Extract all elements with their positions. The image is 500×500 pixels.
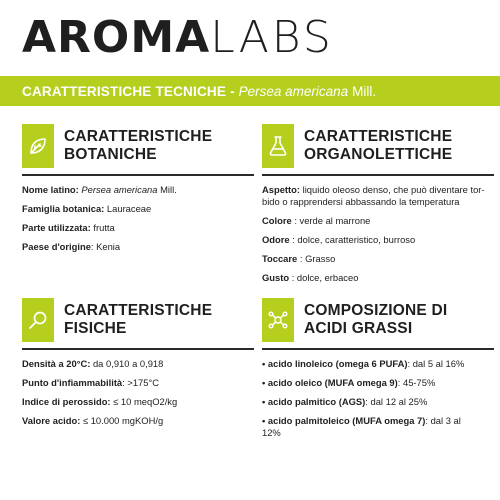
banner-author: Mill.: [352, 83, 377, 99]
spec-row: Famiglia botanica: Lauraceae: [22, 203, 152, 214]
section-title: CARATTERISTICHE FISICHE: [64, 302, 213, 337]
banner-species: Persea americana: [238, 83, 349, 99]
section-divider: [22, 174, 254, 176]
section-divider: [262, 174, 494, 176]
section-fisiche: [22, 296, 254, 434]
spec-row: Punto d'infiammabilità: >175°C: [22, 377, 160, 388]
section-organolettiche: [262, 122, 494, 291]
spec-row: Toccare : Grasso: [262, 253, 336, 264]
flask-icon: [262, 124, 294, 168]
section-divider: [262, 348, 494, 350]
spec-row-continued: bido o rapprendersi abbassando la temperatura: [262, 196, 460, 207]
brand-logo: [22, 12, 334, 68]
brand-logo-light: LABS: [210, 12, 334, 63]
fatty-acid-item: • acido linoleico (omega 6 PUFA): dal 5 al 16%: [262, 358, 465, 369]
section-botaniche: [22, 122, 254, 260]
brand-logo-bold: AROMA: [22, 12, 211, 63]
fatty-acid-item: • acido palmitoleico (MUFA omega 7): dal 3 al: [262, 415, 461, 426]
section-title: CARATTERISTICHE BOTANICHE: [64, 128, 213, 163]
section-title: COMPOSIZIONE DI ACIDI GRASSI: [304, 302, 448, 337]
magnifier-icon: [22, 298, 54, 342]
section-acidi-grassi: [262, 296, 494, 446]
spec-row: Nome latino: Persea americana Mill.: [22, 184, 177, 195]
spec-row: Indice di perossido: ≤ 10 meqO2/kg: [22, 396, 178, 407]
section-divider: [22, 348, 254, 350]
title-banner: [0, 76, 500, 106]
banner-title: CARATTERISTICHE TECNICHE: [22, 83, 227, 99]
fatty-acid-item: • acido palmitico (AGS): dal 12 al 25%: [262, 396, 428, 407]
spec-row: Parte utilizzata: frutta: [22, 222, 115, 233]
spec-row: Aspetto: liquido oleoso denso, che può diventare tor-: [262, 184, 485, 195]
banner-dash: -: [230, 83, 235, 99]
leaf-icon: [22, 124, 54, 168]
spec-row: Valore acido: ≤ 10.000 mgKOH/g: [22, 415, 164, 426]
spec-row: Gusto : dolce, erbaceo: [262, 272, 359, 283]
molecule-icon: [262, 298, 294, 342]
spec-row: Densità a 20°C: da 0,910 a 0,918: [22, 358, 164, 369]
fatty-acid-item: • acido oleico (MUFA omega 9): 45-75%: [262, 377, 436, 388]
spec-row: Odore : dolce, caratteristico, burroso: [262, 234, 416, 245]
spec-row: Colore : verde al marrone: [262, 215, 371, 226]
spec-row: Paese d'origine: Kenia: [22, 241, 121, 252]
section-title: CARATTERISTICHE ORGANOLETTICHE: [304, 128, 453, 163]
fatty-acid-item-continued: 12%: [262, 427, 281, 438]
